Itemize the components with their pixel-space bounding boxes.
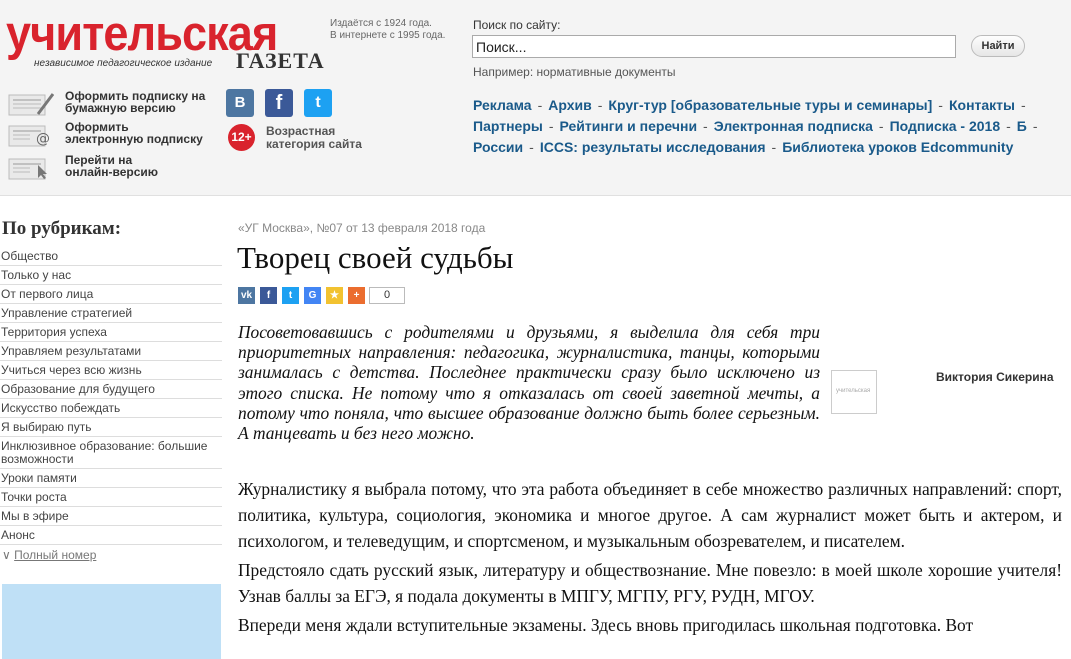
rubric-item[interactable]: Инклюзивное образование: большие возможности (0, 437, 222, 469)
rubric-item[interactable]: Образование для будущего (0, 380, 222, 399)
promo-e-text: Оформить электронную подписку (65, 120, 203, 146)
newspaper-cursor-icon (8, 156, 54, 180)
rubric-item[interactable]: Территория успеха (0, 323, 222, 342)
author-photo (831, 370, 877, 414)
search-button[interactable]: Найти (971, 35, 1025, 57)
rubric-item[interactable]: Уроки памяти (0, 469, 222, 488)
rubric-item[interactable]: Я выбираю путь (0, 418, 222, 437)
nav-separator: - (1006, 118, 1011, 134)
logo-tagline: независимое педагогическое издание (34, 58, 213, 69)
newspaper-pen-icon (8, 92, 54, 116)
age-rating-badge: 12+ (228, 124, 255, 151)
since-print: Издаётся с 1924 года. (330, 18, 432, 29)
rubric-item[interactable]: Искусство побеждать (0, 399, 222, 418)
age-rating-text: Возрастная категория сайта (266, 124, 362, 151)
nav-separator: - (878, 118, 884, 134)
twitter-icon[interactable]: t (304, 89, 332, 117)
top-navigation (473, 95, 1071, 158)
search-label: Поиск по сайту: (473, 18, 561, 32)
since-info (330, 18, 445, 42)
nav-row (473, 137, 1071, 158)
full-issue-link[interactable] (2, 548, 96, 562)
share-favorite-icon[interactable]: ★ (326, 287, 343, 304)
rubric-item[interactable]: Мы в эфире (0, 507, 222, 526)
share-facebook-icon[interactable]: f (260, 287, 277, 304)
rubrics-list (0, 247, 222, 545)
author-name: Виктория Сикерина (936, 370, 1054, 384)
nav-separator: - (548, 118, 554, 134)
nav-separator: - (938, 97, 943, 113)
issue-meta[interactable]: «УГ Москва», №07 от 13 февраля 2018 года (238, 221, 486, 235)
article-title: Творец своей судьбы (237, 240, 514, 275)
rubric-item[interactable]: Учиться через всю жизнь (0, 361, 222, 380)
nav-link[interactable]: Архив (548, 97, 592, 113)
rubric-item[interactable]: От первого лица (0, 285, 222, 304)
nav-separator: - (529, 139, 534, 155)
nav-link[interactable]: Электронная подписка (713, 118, 873, 134)
nav-separator: - (703, 118, 708, 134)
nav-link[interactable]: Б (1016, 118, 1027, 134)
nav-separator: - (537, 97, 543, 113)
rubric-item[interactable]: Управление стратегией (0, 304, 222, 323)
rubric-item[interactable]: Только у нас (0, 266, 222, 285)
facebook-icon[interactable]: f (265, 89, 293, 117)
nav-link[interactable]: Круг-тур [образовательные туры и семинары] (608, 97, 933, 113)
nav-separator: - (1020, 97, 1026, 113)
promo-paper-text: Оформить подписку на бумажную версию (65, 89, 206, 115)
promo-online-text: Перейти на онлайн-версию (65, 153, 159, 179)
ad-banner[interactable] (2, 584, 221, 659)
article-body (238, 476, 1062, 641)
nav-link[interactable]: ICCS: результаты исследования (539, 139, 766, 155)
article-paragraph: Предстояло сдать русский язык, литературу и обществознание. Мне повезло: в моей школе хорошие учителя! Узнав баллы за ЕГЭ, я подала документы в МПГУ, МГПУ, РГУ, РУДН, МГОУ. (238, 560, 1062, 606)
article-lead: Посоветовавшись с родителями и друзьями, я выделила для себя три приоритетных направления: педагогика, журналистика, танцы, которыми занималась с детства. Последнее практически сразу было исключено из этого списка. Не потому что я отказалась от своей заветной мечты, а потому что поняла, что высшее образование должно быть более серьезным. А танцевать и без него можно. (238, 322, 820, 444)
nav-separator: - (597, 97, 603, 113)
nav-separator: - (1032, 118, 1038, 134)
article-paragraph: Впереди меня ждали вступительные экзамены. Здесь вновь пригодилась школьная подготовка. Вот (238, 615, 974, 635)
nav-row (473, 95, 1071, 116)
search-example: Например: нормативные документы (473, 65, 676, 79)
rubric-item[interactable]: Точки роста (0, 488, 222, 507)
site-header (0, 0, 1071, 196)
rubric-item[interactable]: Управляем результатами (0, 342, 222, 361)
search-input[interactable] (472, 35, 956, 58)
nav-separator: - (771, 139, 777, 155)
promo-e-subscription[interactable] (8, 121, 223, 151)
share-vk-icon[interactable]: vk (238, 287, 255, 304)
full-issue-label[interactable]: Полный номер (14, 548, 97, 562)
share-more-icon[interactable]: + (348, 287, 365, 304)
photo-placeholder-label: учительская (836, 388, 871, 394)
share-twitter-icon[interactable]: t (282, 287, 299, 304)
rubric-item[interactable]: Общество (0, 247, 222, 266)
nav-link[interactable]: Контакты (948, 97, 1015, 113)
rubrics-heading: По рубрикам: (2, 218, 122, 239)
nav-link[interactable]: Подписка - 2018 (889, 118, 1001, 134)
logo-gazeta: ГАЗЕТА (236, 48, 325, 73)
vk-icon[interactable]: В (226, 89, 254, 117)
nav-row (473, 116, 1071, 137)
rubric-item[interactable]: Анонс (0, 526, 222, 545)
site-logo[interactable]: учительская (6, 7, 278, 61)
share-google-icon[interactable]: G (304, 287, 321, 304)
chevron-down-icon: ∨ (2, 548, 11, 562)
nav-link[interactable]: Библиотека уроков Edcommunity (782, 139, 1014, 155)
svg-text:@: @ (36, 131, 50, 147)
nav-link[interactable]: России (473, 139, 524, 155)
nav-link[interactable]: Партнеры (473, 118, 543, 134)
article-paragraph: Журналистику я выбрала потому, что эта работа объединяет в себе множество различных направлений: спорт, политика, культура, социология, экономика и многое другое. А сам журналист может быть и актером, и психологом, и телеведущим, и спортсменом, и музыкальным обозревателем, и писателем. (238, 479, 1062, 551)
promo-paper-subscription[interactable] (8, 90, 223, 120)
share-count: 0 (369, 287, 405, 304)
nav-link[interactable]: Реклама (473, 97, 532, 113)
newspaper-at-icon (8, 123, 54, 147)
nav-link[interactable]: Рейтинги и перечни (559, 118, 698, 134)
promo-online-version[interactable] (8, 154, 223, 184)
since-web: В интернете с 1995 года. (330, 30, 446, 41)
